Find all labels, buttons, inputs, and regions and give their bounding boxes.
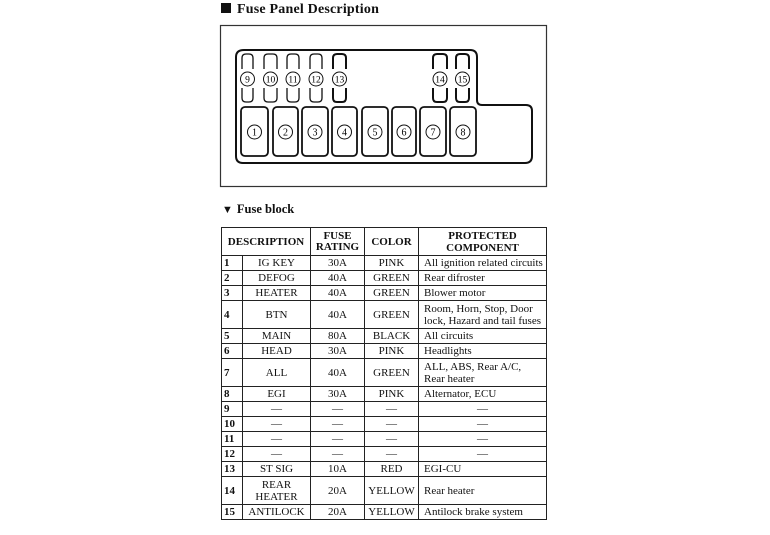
large-fuse: [450, 107, 476, 156]
fuse-description: ANTILOCK: [243, 505, 311, 520]
fuse-description: BTN: [243, 301, 311, 329]
protected-component: All ignition related circuits: [419, 256, 547, 271]
fuse-number: 13: [222, 462, 243, 477]
fuse-description: —: [243, 447, 311, 462]
fuse-color: YELLOW: [365, 505, 419, 520]
header-fuse-rating-line1: FUSE: [323, 229, 352, 242]
small-fuse: [333, 54, 347, 102]
protected-component: —: [419, 417, 547, 432]
table-row: [222, 462, 547, 477]
fuse-color: GREEN: [365, 286, 419, 301]
fuse-number: 14: [222, 477, 243, 505]
fuse-rating: 80A: [311, 329, 365, 344]
fuse-rating: —: [311, 432, 365, 447]
fuse-color: —: [365, 447, 419, 462]
header-protected-component: PROTECTED COMPONENT: [419, 228, 547, 256]
fuse-description: REAR HEATER: [243, 477, 311, 505]
fuse-rating: 40A: [311, 301, 365, 329]
fuse-description: DEFOG: [243, 271, 311, 286]
fuse-description: —: [243, 402, 311, 417]
fuse-color: —: [365, 417, 419, 432]
protected-component: —: [419, 447, 547, 462]
protected-component: EGI-CU: [419, 462, 547, 477]
fuse-rating: 30A: [311, 256, 365, 271]
small-fuse-label: 15: [457, 75, 468, 86]
large-fuse: [362, 107, 388, 156]
fuse-color: BLACK: [365, 329, 419, 344]
large-fuse-label: 1: [252, 127, 257, 139]
large-fuse: [392, 107, 416, 156]
fuse-number: 1: [222, 256, 243, 271]
fuse-rating: 40A: [311, 286, 365, 301]
protected-component: —: [419, 402, 547, 417]
protected-component: Headlights: [419, 344, 547, 359]
fuse-rating: —: [311, 447, 365, 462]
fuse-description: HEATER: [243, 286, 311, 301]
large-fuse: [332, 107, 357, 156]
table-header-row: [222, 228, 547, 256]
large-fuse-label: 5: [372, 127, 378, 139]
small-fuse: [456, 54, 470, 102]
fuse-number: 7: [222, 359, 243, 387]
small-fuse: [241, 54, 255, 102]
fuse-color: YELLOW: [365, 477, 419, 505]
protected-component: Antilock brake system: [419, 505, 547, 520]
table-row: [222, 359, 547, 387]
fuse-rating: —: [311, 417, 365, 432]
protected-component: —: [419, 432, 547, 447]
fuse-color: PINK: [365, 344, 419, 359]
fuse-rating: —: [311, 402, 365, 417]
fuse-number: 4: [222, 301, 243, 329]
small-fuse-label: 11: [288, 75, 298, 86]
fuse-color: GREEN: [365, 359, 419, 387]
fuse-color: PINK: [365, 256, 419, 271]
fuse-color: —: [365, 402, 419, 417]
fuse-description: ALL: [243, 359, 311, 387]
protected-component: Room, Horn, Stop, Door lock, Hazard and tail fuses: [419, 301, 547, 329]
small-fuse: [433, 54, 447, 102]
table-row: [222, 432, 547, 447]
fuse-number: 12: [222, 447, 243, 462]
protected-component: Rear heater: [419, 477, 547, 505]
fuse-color: GREEN: [365, 271, 419, 286]
table-row: [222, 344, 547, 359]
protected-component: Alternator, ECU: [419, 387, 547, 402]
large-fuse: [273, 107, 298, 156]
fuse-number: 5: [222, 329, 243, 344]
fuse-rating: 20A: [311, 505, 365, 520]
fuse-number: 10: [222, 417, 243, 432]
small-fuse-label: 10: [265, 75, 276, 86]
fuse-description: HEAD: [243, 344, 311, 359]
fuse-rating: 30A: [311, 387, 365, 402]
fuse-color: RED: [365, 462, 419, 477]
large-fuse: [302, 107, 328, 156]
protected-component: Rear difroster: [419, 271, 547, 286]
fuse-block-title: Fuse block: [236, 202, 295, 216]
fuse-number: 2: [222, 271, 243, 286]
table-row: [222, 402, 547, 417]
protected-component: ALL, ABS, Rear A/C, Rear heater: [419, 359, 547, 387]
header-description: DESCRIPTION: [222, 228, 311, 256]
table-row: [222, 301, 547, 329]
fuse-color: PINK: [365, 387, 419, 402]
fuse-rating: 40A: [311, 359, 365, 387]
fuse-color: GREEN: [365, 301, 419, 329]
small-fuse: [286, 54, 300, 102]
large-fuse: [241, 107, 268, 156]
fuse-rating: 20A: [311, 477, 365, 505]
table-row: [222, 271, 547, 286]
large-fuse-label: 7: [430, 127, 436, 139]
header-color: COLOR: [365, 228, 419, 256]
small-fuse-label: 14: [435, 75, 445, 86]
protected-component: All circuits: [419, 329, 547, 344]
fuse-description: EGI: [243, 387, 311, 402]
fuse-rating: 10A: [311, 462, 365, 477]
large-fuse-label: 8: [460, 127, 466, 139]
large-fuse-label: 4: [342, 127, 347, 139]
protected-component: Blower motor: [419, 286, 547, 301]
large-fuse-label: 2: [283, 127, 288, 139]
table-row: [222, 447, 547, 462]
fuse-color: —: [365, 432, 419, 447]
fuse-description: MAIN: [243, 329, 311, 344]
fuse-number: 3: [222, 286, 243, 301]
table-row: [222, 477, 547, 505]
triangle-bullet-icon: ▼: [222, 204, 233, 216]
fuse-description: ST SIG: [243, 462, 311, 477]
panel-title: Fuse Panel Description: [237, 2, 380, 17]
fuse-description: —: [243, 432, 311, 447]
small-fuse-label: 9: [245, 75, 250, 86]
fuse-number: 8: [222, 387, 243, 402]
table-row: [222, 505, 547, 520]
table-row: [222, 256, 547, 271]
small-fuse-label: 12: [311, 75, 321, 86]
small-fuse: [309, 54, 323, 102]
table-row: [222, 329, 547, 344]
fuse-panel-diagram: [0, 0, 770, 200]
table-row: [222, 286, 547, 301]
fuse-number: 11: [222, 432, 243, 447]
small-fuse: [264, 54, 278, 102]
fuse-rating: 40A: [311, 271, 365, 286]
table-row: [222, 417, 547, 432]
large-fuse-label: 6: [401, 127, 407, 139]
fuse-description: IG KEY: [243, 256, 311, 271]
table-row: [222, 387, 547, 402]
fuse-number: 6: [222, 344, 243, 359]
fuse-block-heading: [222, 202, 294, 217]
fuse-number: 9: [222, 402, 243, 417]
large-fuse-label: 3: [312, 127, 318, 139]
header-fuse-rating-line2: RATING: [315, 240, 360, 253]
large-fuse: [420, 107, 446, 156]
fuse-number: 15: [222, 505, 243, 520]
header-fuse-rating: [311, 228, 365, 256]
fuse-rating: 30A: [311, 344, 365, 359]
fuse-description: —: [243, 417, 311, 432]
small-fuse-label: 13: [334, 75, 345, 86]
fuse-block-table: [221, 227, 547, 520]
